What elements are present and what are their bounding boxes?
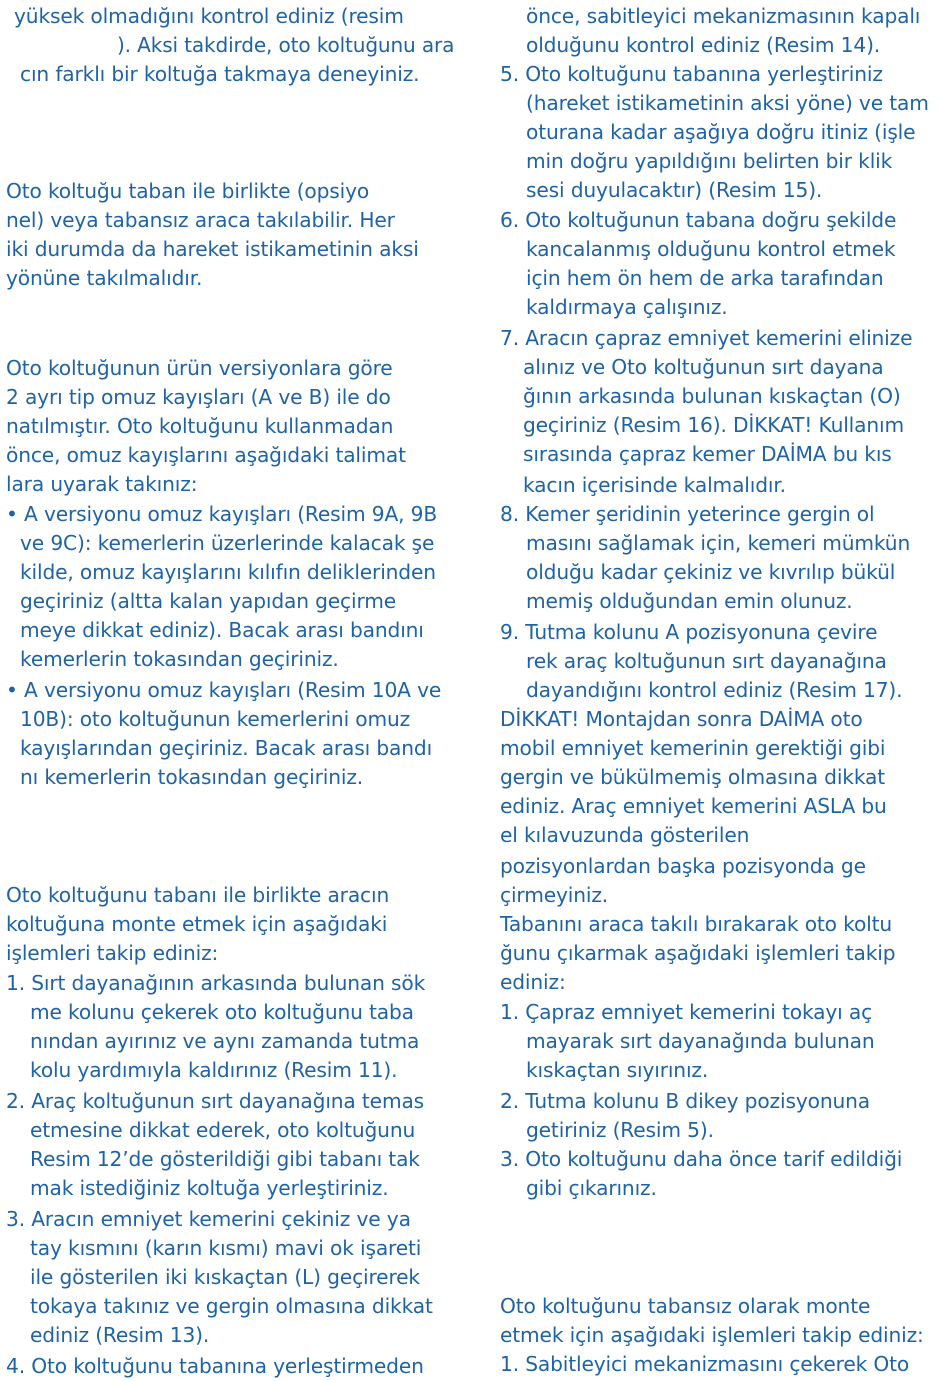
text-line: için hem ön hem de arka tarafından	[526, 266, 884, 290]
text-line: oturana kadar aşağıya doğru itiniz (işle	[526, 120, 916, 144]
text-line: tay kısmını (karın kısmı) mavi ok işareti	[30, 1236, 422, 1260]
list-item: 3. Oto koltuğunu daha önce tarif edildiği	[500, 1147, 903, 1171]
list-item: 3. Aracın emniyet kemerini çekiniz ve ya	[6, 1207, 411, 1231]
text-line: olduğu kadar çekiniz ve kıvrılıp bükül	[526, 560, 896, 584]
text-line: nel) veya tabansız araca takılabilir. Her	[6, 208, 395, 232]
text-line: Resim 12’de gösterildiği gibi tabanı tak	[30, 1147, 420, 1171]
text-line: çirmeyiniz.	[500, 883, 609, 907]
text-line: lara uyarak takınız:	[6, 472, 198, 496]
text-line: ediniz:	[500, 970, 566, 994]
list-item: 8. Kemer şeridinin yeterince gergin ol	[500, 502, 875, 526]
warning-text: DİKKAT! Montajdan sonra DAİMA oto	[500, 707, 863, 731]
text-line: getiriniz (Resim 5).	[526, 1118, 714, 1142]
text-line: etmesine dikkat ederek, oto koltuğunu	[30, 1118, 416, 1142]
text-line: sırasında çapraz kemer DAİMA bu kıs	[523, 442, 892, 466]
text-line: kilde, omuz kayışlarını kılıfın deliklerinden	[20, 560, 436, 584]
text-line: önce, omuz kayışlarını aşağıdaki talimat	[6, 443, 406, 467]
text-line: işlemleri takip ediniz:	[6, 941, 219, 965]
text-line: etmek için aşağıdaki işlemleri takip ediniz:	[500, 1323, 924, 1347]
text-line: nından ayırınız ve aynı zamanda tutma	[30, 1029, 420, 1053]
text-line: gibi çıkarınız.	[526, 1176, 657, 1200]
text-line: min doğru yapıldığını belirten bir klik	[526, 149, 893, 173]
list-item: 4. Oto koltuğunu tabanına yerleştirmeden	[6, 1354, 424, 1378]
text-line: kayışlarından geçiriniz. Bacak arası bandı	[20, 736, 433, 760]
text-line: dayandığını kontrol ediniz (Resim 17).	[526, 678, 903, 702]
text-line: (hareket istikametinin aksi yöne) ve tam	[526, 91, 929, 115]
text-line: Oto koltuğu taban ile birlikte (opsiyo	[6, 179, 370, 203]
list-item: 1. Sabitleyici mekanizmasını çekerek Oto	[500, 1352, 910, 1376]
text-line: kemerlerin tokasından geçiriniz.	[20, 647, 339, 671]
text-line: natılmıştır. Oto koltuğunu kullanmadan	[6, 414, 394, 438]
text-line: kancalanmış olduğunu kontrol etmek	[526, 237, 896, 261]
text-line: Oto koltuğunun ürün versiyonlara göre	[6, 356, 393, 380]
text-line: pozisyonlardan başka pozisyonda ge	[500, 854, 866, 878]
list-item: 7. Aracın çapraz emniyet kemerini elinize	[500, 326, 913, 350]
text-line: el kılavuzunda gösterilen	[500, 823, 750, 847]
text-line: ediniz. Araç emniyet kemerini ASLA bu	[500, 794, 887, 818]
bullet-item: • A versiyonu omuz kayışları (Resim 10A ve	[6, 678, 442, 702]
text-line: ve 9C): kemerlerin üzerlerinde kalacak şe	[20, 531, 435, 555]
list-item: 1. Sırt dayanağının arkasında bulunan sök	[6, 971, 426, 995]
text-line: mayarak sırt dayanağında bulunan	[526, 1029, 875, 1053]
list-item: 5. Oto koltuğunu tabanına yerleştiriniz	[500, 62, 883, 86]
text-line: nı kemerlerin tokasından geçiriniz.	[20, 765, 364, 789]
text-line: kolu yardımıyla kaldırınız (Resim 11).	[30, 1058, 398, 1082]
text-line: cın farklı bir koltuğa takmaya deneyiniz.	[20, 62, 420, 86]
text-line: kacın içerisinde kalmalıdır.	[523, 473, 786, 497]
bullet-item: • A versiyonu omuz kayışları (Resim 9A, 9B	[6, 502, 438, 526]
text-line: koltuğuna monte etmek için aşağıdaki	[6, 912, 388, 936]
text-line: tokaya takınız ve gergin olmasına dikkat	[30, 1294, 433, 1318]
text-line: memiş olduğundan emin olunuz.	[526, 589, 853, 613]
text-line: yönüne takılmalıdır.	[6, 266, 203, 290]
list-item: 1. Çapraz emniyet kemerini tokayı aç	[500, 1000, 873, 1024]
text-line: 2 ayrı tip omuz kayışları (A ve B) ile do	[6, 385, 391, 409]
text-line: masını sağlamak için, kemeri mümkün	[526, 531, 911, 555]
text-line: kıskaçtan sıyırınız.	[526, 1058, 709, 1082]
text-line: Oto koltuğunu tabansız olarak monte	[500, 1294, 871, 1318]
text-line: ğunu çıkarmak aşağıdaki işlemleri takip	[500, 941, 896, 965]
text-line: olduğunu kontrol ediniz (Resim 14).	[526, 33, 881, 57]
text-line: ediniz (Resim 13).	[30, 1323, 210, 1347]
text-line: alınız ve Oto koltuğunun sırt dayana	[523, 355, 884, 379]
text-line: geçiriniz (altta kalan yapıdan geçirme	[20, 589, 397, 613]
text-line: rek araç koltuğunun sırt dayanağına	[526, 649, 887, 673]
text-line: me kolunu çekerek oto koltuğunu taba	[30, 1000, 414, 1024]
text-line: ). Aksi takdirde, oto koltuğunu ara	[117, 33, 455, 57]
list-item: 2. Tutma kolunu B dikey pozisyonuna	[500, 1089, 870, 1113]
list-item: 6. Oto koltuğunun tabana doğru şekilde	[500, 208, 897, 232]
list-item: 2. Araç koltuğunun sırt dayanağına temas	[6, 1089, 425, 1113]
text-line: geçiriniz (Resim 16). DİKKAT! Kullanım	[523, 413, 904, 437]
text-line: ile gösterilen iki kıskaçtan (L) geçirerek	[30, 1265, 420, 1289]
text-line: iki durumda da hareket istikametinin aksi	[6, 237, 419, 261]
text-line: Tabanını araca takılı bırakarak oto koltu	[500, 912, 893, 936]
text-line: sesi duyulacaktır) (Resim 15).	[526, 178, 823, 202]
text-line: önce, sabitleyici mekanizmasının kapalı	[526, 4, 921, 28]
list-item: 9. Tutma kolunu A pozisyonuna çevire	[500, 620, 878, 644]
text-line: mobil emniyet kemerinin gerektiği gibi	[500, 736, 886, 760]
text-line: Oto koltuğunu tabanı ile birlikte aracın	[6, 883, 390, 907]
text-line: meye dikkat ediniz). Bacak arası bandını	[20, 618, 424, 642]
text-line: mak istediğiniz koltuğa yerleştiriniz.	[30, 1176, 389, 1200]
text-line: yüksek olmadığını kontrol ediniz (resim	[14, 4, 404, 28]
text-line: kaldırmaya çalışınız.	[526, 295, 728, 319]
text-line: ğının arkasında bulunan kıskaçtan (O)	[523, 384, 901, 408]
text-line: 10B): oto koltuğunun kemerlerini omuz	[20, 707, 411, 731]
text-line: gergin ve bükülmemiş olmasına dikkat	[500, 765, 886, 789]
